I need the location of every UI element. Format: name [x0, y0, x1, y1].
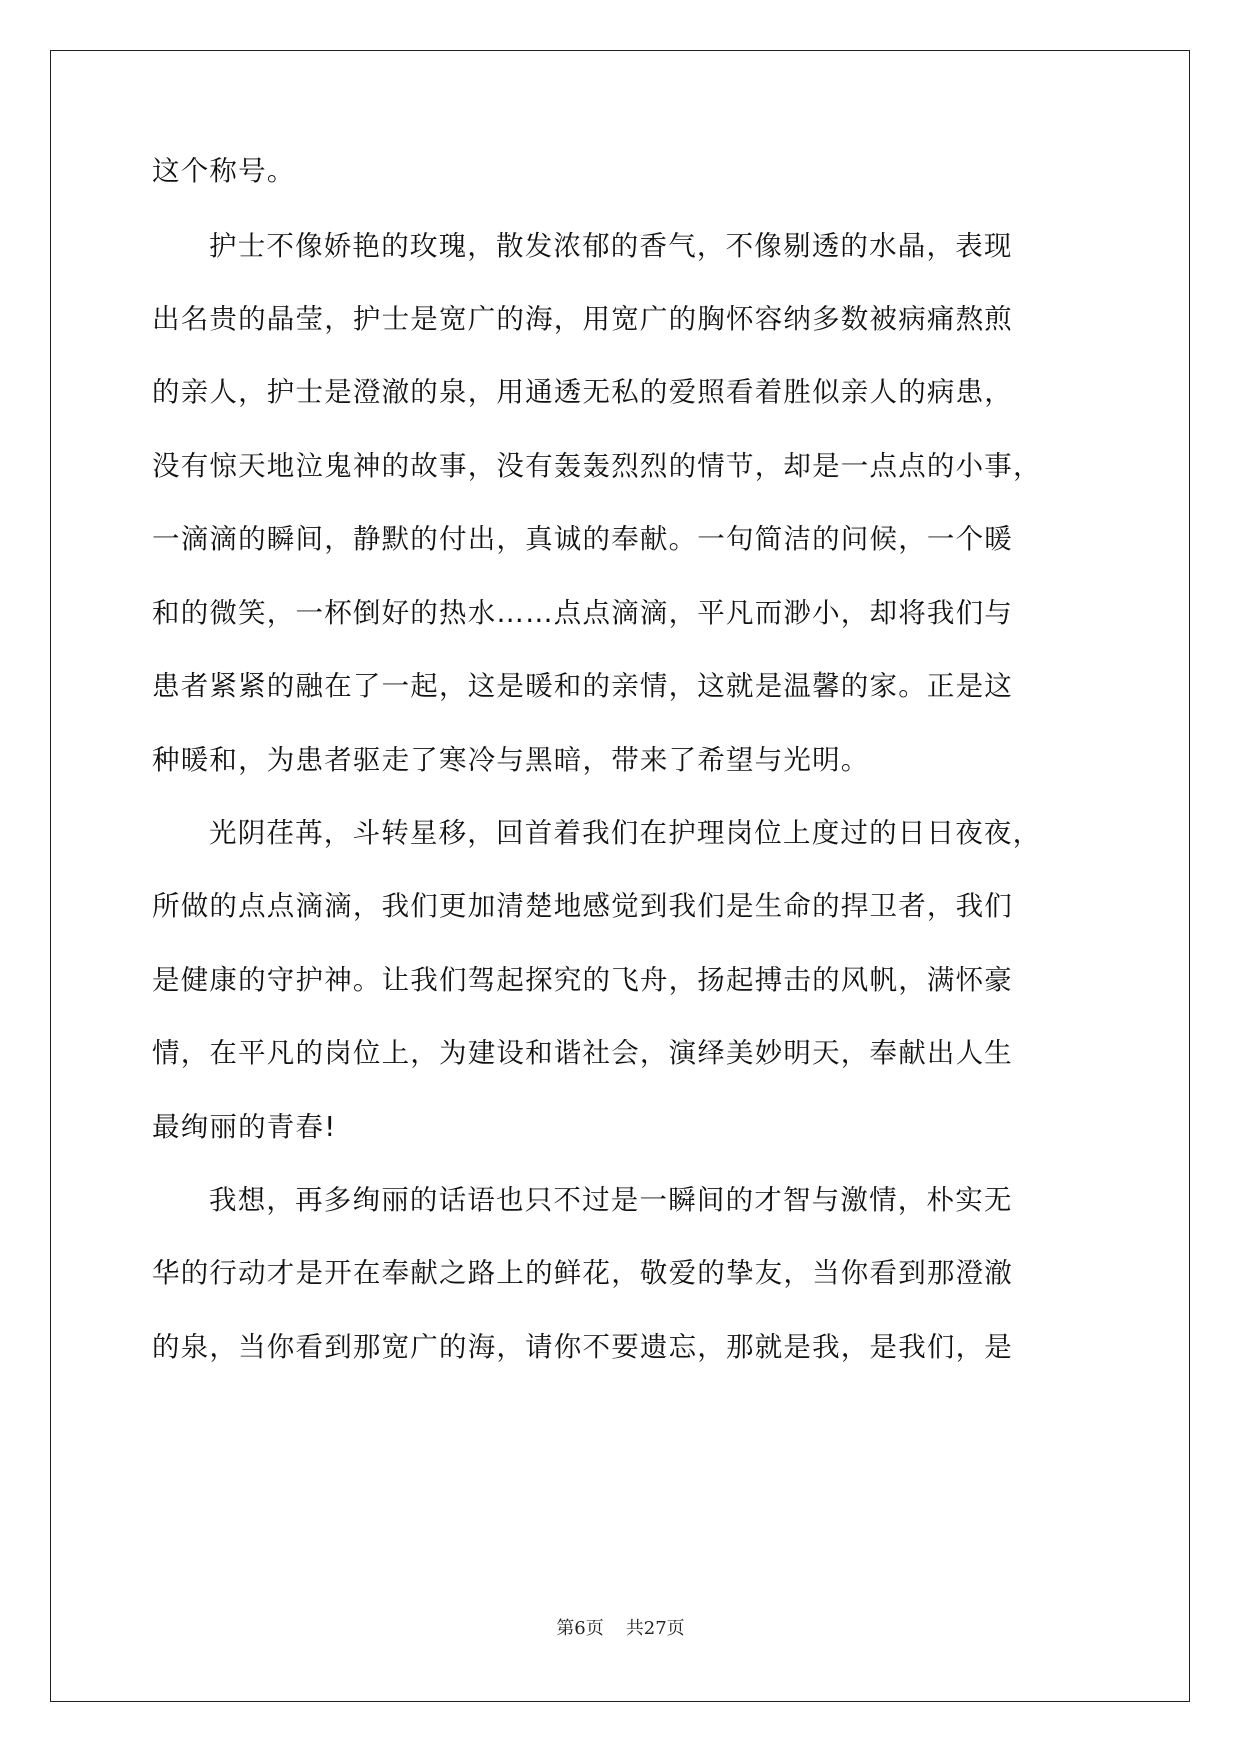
- page-number: 第6页: [556, 1618, 604, 1639]
- text-line: 的亲人，护士是澄澈的泉，用通透无私的爱照看着胜似亲人的病患，: [152, 376, 1013, 408]
- text-line: 华的行动才是开在奉献之路上的鲜花，敬爱的挚友，当你看到那澄澈: [152, 1257, 1013, 1289]
- text-line: 是健康的守护神。让我们驾起探究的飞舟，扬起搏击的风帆，满怀豪: [152, 964, 1013, 996]
- paragraph-start-line: 我想，再多绚丽的话语也只不过是一瞬间的才智与激情，朴实无: [209, 1184, 1013, 1216]
- page-total: 共27页: [625, 1618, 685, 1639]
- text-line: 种暖和，为患者驱走了寒冷与黑暗，带来了希望与光明。: [152, 744, 870, 776]
- text-line: 出名贵的晶莹，护士是宽广的海，用宽广的胸怀容纳多数被病痛熬煎: [152, 303, 1013, 335]
- text-line: 和的微笑，一杯倒好的热水……点点滴滴，平凡而渺小，却将我们与: [152, 597, 1013, 629]
- text-line: 情，在平凡的岗位上，为建设和谐社会，演绎美妙明天，奉献出人生: [152, 1037, 1013, 1069]
- page-footer: [0, 1614, 1241, 1640]
- text-line: 没有惊天地泣鬼神的故事，没有轰轰烈烈的情节，却是一点点的小事，: [152, 450, 1042, 482]
- text-line: 所做的点点滴滴，我们更加清楚地感觉到我们是生命的捍卫者，我们: [152, 890, 1013, 922]
- text-line: 一滴滴的瞬间，静默的付出，真诚的奉献。一句简洁的问候，一个暖: [152, 523, 1013, 555]
- text-line: 患者紧紧的融在了一起，这是暖和的亲情，这就是温馨的家。正是这: [152, 670, 1013, 702]
- text-line: 的泉，当你看到那宽广的海，请你不要遗忘，那就是我，是我们，是: [152, 1331, 1013, 1363]
- text-line: 最绚丽的青春!: [152, 1111, 337, 1143]
- text-line: 这个称号。: [152, 155, 296, 187]
- paragraph-start-line: 光阴荏苒，斗转星移，回首着我们在护理岗位上度过的日日夜夜，: [209, 817, 1042, 849]
- paragraph-start-line: 护士不像娇艳的玫瑰，散发浓郁的香气，不像剔透的水晶，表现: [209, 230, 1013, 262]
- page-border: [50, 50, 1190, 1702]
